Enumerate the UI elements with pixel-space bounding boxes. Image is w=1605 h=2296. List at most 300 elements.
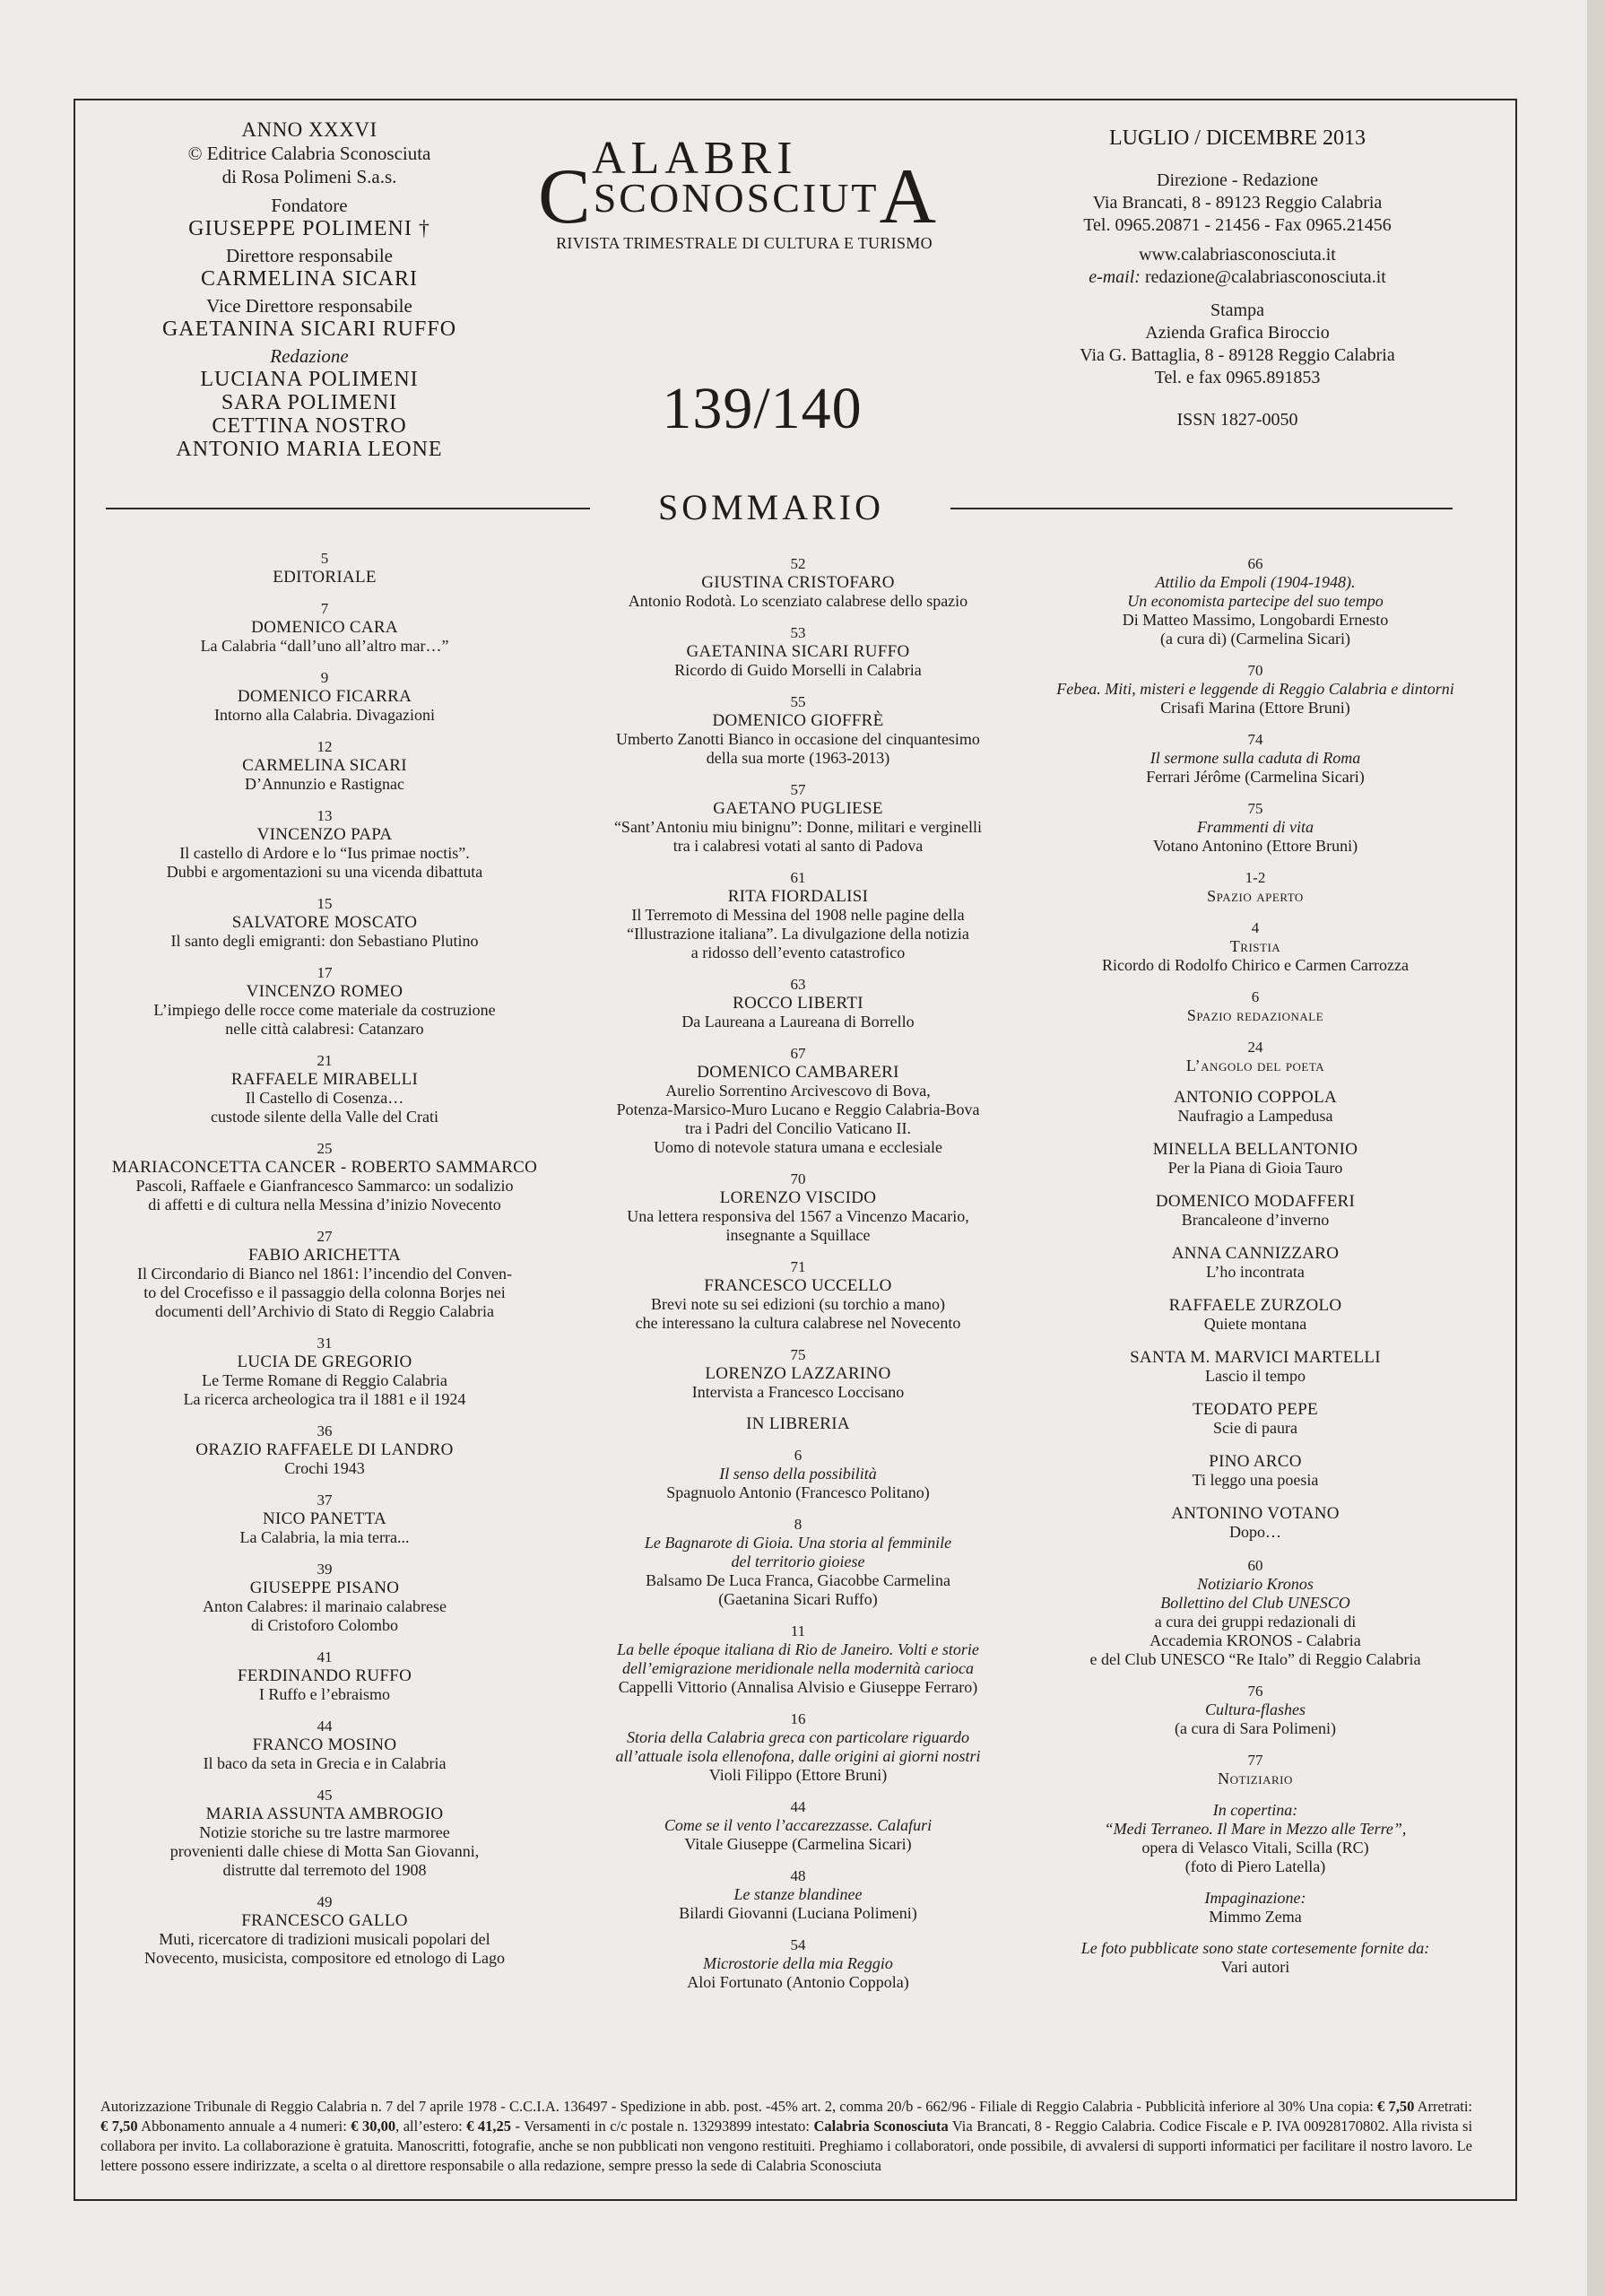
book-title: Il sermone sulla caduta di Roma — [1150, 749, 1361, 767]
poem-title: Scie di paura — [1213, 1419, 1297, 1437]
poet-name: PINO ARCO — [1209, 1452, 1302, 1471]
page-number: 21 — [317, 1052, 333, 1069]
toc-entry — [100, 806, 549, 882]
author-name: VINCENZO PAPA — [256, 825, 393, 844]
price: € 7,50 — [1377, 2098, 1415, 2115]
author-name: FABIO ARICHETTA — [248, 1246, 401, 1265]
poet-name: RAFFAELE ZURZOLO — [1168, 1296, 1342, 1315]
cover-credit — [1040, 1801, 1471, 1876]
article-title: Ricordo di Guido Morselli in Calabria — [674, 661, 922, 679]
toc-entry — [1040, 661, 1471, 718]
article-title: insegnante a Squillace — [725, 1226, 871, 1244]
logo-word: SCONOSCIUT — [593, 175, 880, 221]
page-number: 11 — [790, 1622, 806, 1639]
layout-credit — [1040, 1889, 1471, 1926]
magazine-logo — [538, 135, 950, 253]
page-number: 16 — [790, 1710, 806, 1727]
author-name: SALVATORE MOSCATO — [231, 913, 418, 932]
article-title: Intervista a Francesco Loccisano — [691, 1383, 905, 1401]
page-number: 7 — [320, 600, 329, 617]
toc-entry — [1040, 799, 1471, 856]
author-name: NICO PANETTA — [262, 1509, 387, 1528]
article-title: Potenza-Marsico-Muro Lucano e Reggio Calabria-Bova — [616, 1100, 980, 1118]
toc-entry — [565, 868, 1031, 962]
toc-entry — [565, 554, 1031, 611]
toc-entry — [100, 1648, 549, 1704]
author-name: DOMENICO CAMBARERI — [697, 1063, 899, 1082]
toc-entry — [100, 1560, 549, 1635]
book-title: Attilio da Empoli (1904-1948). — [1155, 573, 1356, 591]
kronos-title: Notiziario Kronos — [1197, 1575, 1314, 1593]
article-title: L’impiego delle rocce come materiale da costruzione — [153, 1001, 496, 1019]
article-title: Il Circondario di Bianco nel 1861: l’incendio del Conven- — [137, 1265, 512, 1283]
poem-entry — [1040, 1296, 1471, 1334]
editorial-staff-member: ANTONIO MARIA LEONE — [176, 438, 443, 461]
account-holder: Calabria Sconosciuta — [813, 2118, 949, 2135]
author-name: EDITORIALE — [273, 568, 377, 587]
page-number: 36 — [317, 1422, 333, 1439]
article-title: Novecento, musicista, compositore ed etnologo di Lago — [144, 1949, 505, 1967]
founder-label: Fondatore — [271, 195, 348, 216]
photos-source: Vari autori — [1220, 1958, 1290, 1976]
toc-entry — [100, 1422, 549, 1478]
office-address: Via Brancati, 8 - 89123 Reggio Calabria — [1092, 193, 1383, 213]
page-number: 55 — [790, 693, 806, 710]
poem-entry — [1040, 1400, 1471, 1438]
author-name: DOMENICO FICARRA — [237, 687, 412, 706]
vice-director-label: Vice Direttore responsabile — [206, 295, 412, 317]
printer-name: Azienda Grafica Biroccio — [1145, 323, 1330, 343]
founder-name: GIUSEPPE POLIMENI † — [188, 217, 430, 240]
toc-entry — [565, 780, 1031, 856]
author-name: GAETANINA SICARI RUFFO — [686, 642, 910, 661]
author-name: GIUSTINA CRISTOFARO — [701, 573, 895, 592]
flashes-title: Cultura-flashes — [1204, 1700, 1306, 1718]
poet-name: TEODATO PEPE — [1193, 1400, 1318, 1419]
author-name: ROCCO LIBERTI — [733, 994, 863, 1013]
page-number: 4 — [1251, 919, 1260, 936]
toc-entry — [100, 1227, 549, 1321]
article-title: nelle città calabresi: Catanzaro — [225, 1020, 424, 1038]
author-name: VINCENZO ROMEO — [246, 982, 403, 1001]
editorial-staff-label: Redazione — [270, 345, 349, 367]
library-heading: IN LIBRERIA — [746, 1414, 850, 1433]
article-title: Crisafi Marina (Ettore Bruni) — [1160, 699, 1350, 717]
page-number: 60 — [1247, 1557, 1263, 1574]
page-number: 71 — [790, 1258, 806, 1275]
toc-entry — [565, 975, 1031, 1031]
book-title: Le Bagnarote di Gioia. Una storia al femminile — [644, 1534, 952, 1552]
page-number: 37 — [317, 1492, 333, 1509]
poem-title: Per la Piana di Gioia Tauro — [1167, 1159, 1343, 1177]
article-title: Vitale Giuseppe (Carmelina Sicari) — [684, 1835, 912, 1853]
toc-entry — [1040, 1038, 1471, 1075]
page-number: 17 — [317, 964, 333, 981]
logo-final: A — [879, 153, 940, 240]
toc-entry — [100, 737, 549, 794]
article-title: custode silente della Valle del Crati — [210, 1108, 439, 1126]
email-label: e-mail: — [1089, 267, 1141, 287]
kronos-entry — [1040, 1556, 1471, 1669]
publisher-company: di Rosa Polimeni S.a.s. — [221, 166, 397, 187]
poem-title: Quiete montana — [1203, 1315, 1307, 1333]
article-title: Bilardi Giovanni (Luciana Polimeni) — [679, 1904, 917, 1922]
article-title: distrutte dal terremoto del 1908 — [222, 1861, 427, 1879]
author-name: FRANCESCO GALLO — [241, 1911, 408, 1930]
article-title: Anton Calabres: il marinaio calabrese — [203, 1597, 447, 1615]
poet-name: MINELLA BELLANTONIO — [1152, 1140, 1358, 1159]
book-title: Come se il vento l’accarezzasse. Calafuri — [664, 1816, 933, 1834]
author-name: LUCIA DE GREGORIO — [237, 1352, 412, 1371]
article-title: “Sant’Antoniu miu binignu”: Donne, militari e verginelli — [613, 818, 983, 836]
cover-label: In copertina: — [1212, 1801, 1298, 1819]
article-title: “Illustrazione italiana”. La divulgazione della notizia — [627, 925, 969, 943]
page-number: 24 — [1247, 1039, 1263, 1056]
page-number: 76 — [1247, 1683, 1263, 1700]
article-title: a ridosso dell’evento catastrofico — [690, 944, 906, 961]
toc-entry — [100, 1139, 549, 1214]
article-title: provenienti dalle chiese di Motta San Giovanni, — [169, 1842, 480, 1860]
price: € 7,50 — [100, 2118, 138, 2135]
print-label: Stampa — [1210, 300, 1264, 320]
publisher: © Editrice Calabria Sconosciuta — [187, 143, 431, 164]
library-list — [565, 1446, 1031, 1992]
page-number: 70 — [1247, 662, 1263, 679]
toc-entry — [565, 1797, 1031, 1854]
article-title: La Calabria “dall’uno all’altro mar…” — [200, 637, 449, 655]
author-name: CARMELINA SICARI — [242, 756, 407, 775]
toc-entry — [1040, 987, 1471, 1025]
printer-address: Via G. Battaglia, 8 - 89128 Reggio Calabria — [1080, 345, 1395, 365]
article-title: Le Terme Romane di Reggio Calabria — [202, 1371, 447, 1389]
toc-entry — [1040, 868, 1471, 906]
toc-entry — [100, 1892, 549, 1968]
author-name: GAETANO PUGLIESE — [713, 799, 883, 818]
article-title: Uomo di notevole statura umana e ecclesiale — [654, 1138, 942, 1156]
logo-line-1: ALABRI — [592, 133, 798, 184]
article-title: Spagnuolo Antonio (Francesco Politano) — [666, 1483, 930, 1501]
notiziario-entry — [1040, 1751, 1471, 1788]
toc-entry — [100, 1491, 549, 1547]
director-name: CARMELINA SICARI — [200, 267, 419, 291]
page-number: 25 — [317, 1140, 333, 1157]
page-number: 1-2 — [1245, 869, 1266, 886]
footer-text: Via Brancati, 8 - Reggio Calabria. Codice Fiscale e P. IVA 00928170802. Alla rivista si collabora per invito. La collaborazione è gratuita. Manoscritti, fotografie, anche se non pubblicati non vengono restituiti. Preghiamo i collaboratori, onde possibile, di avvalersi di supporti informatici per facilitare il nostro lavoro. Le lettere possono essere indirizzate, a scelta o al direttore responsabile o alla redazione, sempre presso la sede di Calabria Sconosciuta — [100, 2118, 1473, 2174]
footer-text: Una copia: — [1308, 2098, 1377, 2115]
page-number: 13 — [317, 807, 333, 824]
article-title: Umberto Zanotti Bianco in occasione del cinquantesimo — [616, 730, 980, 748]
article-title: Ricordo di Rodolfo Chirico e Carmen Carrozza — [1102, 956, 1409, 974]
legal-footer — [100, 2097, 1472, 2176]
author-name: ORAZIO RAFFAELE DI LANDRO — [195, 1440, 454, 1459]
editorial-staff-member: CETTINA NOSTRO — [212, 414, 407, 438]
page-number: 15 — [317, 895, 333, 912]
section-name: Tristia — [1229, 937, 1281, 955]
page-number: 5 — [320, 550, 329, 567]
toc-entry — [565, 1515, 1031, 1609]
article-title: tra i calabresi votati al santo di Padova — [672, 837, 924, 855]
article-title: Brevi note su sei edizioni (su torchio a mano) — [651, 1295, 945, 1313]
footer-text: Arretrati: — [1414, 2098, 1473, 2115]
page-number: 75 — [1247, 800, 1263, 817]
author-name: DOMENICO CARA — [251, 618, 398, 637]
poem-entry — [1040, 1348, 1471, 1386]
page-number: 49 — [317, 1893, 333, 1910]
article-title: Aurelio Sorrentino Arcivescovo di Bova, — [665, 1082, 931, 1100]
poem-title: Naufragio a Lampedusa — [1177, 1107, 1333, 1125]
toc-entry — [100, 668, 549, 725]
author-name: FRANCESCO UCCELLO — [704, 1276, 892, 1295]
article-title: Il castello di Ardore e lo “Ius primae noctis”. — [179, 844, 470, 862]
page-number: 70 — [790, 1170, 806, 1187]
footer-registration: Autorizzazione Tribunale di Reggio Calabria n. 7 del 7 aprile 1978 - C.C.I.A. 136497 - Spedizione in abb. post. -45% art. 2, comma 20/b - 662/96 - Filiale di Reggio Calabria - Pubblicità inferiore al 30% — [100, 2098, 1306, 2115]
article-title: documenti dell’Archivio di Stato di Reggio Calabria — [155, 1302, 494, 1320]
kronos-credit: e del Club UNESCO “Re Italo” di Reggio Calabria — [1089, 1650, 1421, 1668]
toc-entry — [565, 1866, 1031, 1923]
office-phone: Tel. 0965.20871 - 21456 - Fax 0965.21456 — [1083, 215, 1392, 235]
divider-right — [950, 508, 1453, 509]
footer-text: , all’estero: — [395, 2118, 467, 2135]
article-title: La ricerca archeologica tra il 1881 e il 1924 — [183, 1390, 466, 1408]
cover-author: opera di Velasco Vitali, Scilla (RC) — [1141, 1839, 1369, 1857]
article-title: Ferrari Jérôme (Carmelina Sicari) — [1146, 768, 1365, 786]
page-number: 52 — [790, 555, 806, 572]
toc-entry — [100, 1717, 549, 1773]
book-title: Microstorie della mia Reggio — [703, 1954, 893, 1972]
article-title: Intorno alla Calabria. Divagazioni — [214, 706, 435, 724]
article-title: I Ruffo e l’ebraismo — [258, 1685, 391, 1703]
layout-name: Mimmo Zema — [1209, 1908, 1302, 1926]
article-title: Da Laureana a Laureana di Borrello — [681, 1013, 915, 1031]
toc-entry — [565, 1709, 1031, 1785]
page-number: 8 — [794, 1516, 802, 1533]
poet-name: ANNA CANNIZZARO — [1171, 1244, 1340, 1263]
author-name: FRANCO MOSINO — [252, 1735, 397, 1754]
article-title: Violi Filippo (Ettore Bruni) — [708, 1766, 888, 1784]
poem-title: Dopo… — [1229, 1523, 1281, 1541]
book-title: all’attuale isola ellenofona, dalle origini ai giorni nostri — [615, 1747, 981, 1765]
book-title: del territorio gioiese — [731, 1552, 865, 1570]
logo-initial: C — [538, 153, 594, 240]
toc-entry — [565, 692, 1031, 768]
article-title: (a cura di) (Carmelina Sicari) — [1160, 630, 1350, 648]
issue-number: 139/140 — [662, 376, 863, 441]
toc-entry — [565, 623, 1031, 680]
flashes-credit: (a cura di Sara Polimeni) — [1175, 1719, 1336, 1737]
author-name: FERDINANDO RUFFO — [237, 1666, 412, 1685]
kronos-subtitle: Bollettino del Club UNESCO — [1160, 1594, 1350, 1612]
article-title: di affetti e di cultura nella Messina d’inizio Novecento — [148, 1196, 501, 1213]
article-title: D’Annunzio e Rastignac — [245, 775, 404, 793]
article-title: Cappelli Vittorio (Annalisa Alvisio e Giuseppe Ferraro) — [618, 1678, 978, 1696]
page-number: 74 — [1247, 731, 1263, 748]
year-label: ANNO XXXVI — [241, 118, 377, 141]
page-number: 48 — [790, 1867, 806, 1884]
contents-column-3 — [1040, 554, 1471, 1989]
page-number: 66 — [1247, 555, 1263, 572]
poem-title: L’ho incontrata — [1206, 1263, 1305, 1281]
book-title: Il senso della possibilità — [719, 1465, 877, 1483]
poem-entry — [1040, 1244, 1471, 1282]
book-title: Storia della Calabria greca con particolare riguardo — [627, 1728, 969, 1746]
toc-entry — [1040, 554, 1471, 648]
poem-entry — [1040, 1088, 1471, 1126]
poets-list — [1040, 1088, 1471, 1542]
poem-entry — [1040, 1504, 1471, 1542]
page-number: 75 — [790, 1346, 806, 1363]
toc-entry — [100, 599, 549, 656]
toc-entry — [100, 549, 549, 587]
page-number: 45 — [317, 1787, 333, 1804]
article-title: Dubbi e argomentazioni su una vicenda dibattuta — [166, 863, 483, 881]
toc-entry — [100, 963, 549, 1039]
kronos-credit: Accademia KRONOS - Calabria — [1150, 1631, 1361, 1649]
article-title: Il Castello di Cosenza… — [245, 1089, 404, 1107]
article-title: La Calabria, la mia terra... — [239, 1528, 410, 1546]
article-title: Antonio Rodotà. Lo scenziato calabrese dello spazio — [628, 592, 968, 610]
article-title: (Gaetanina Sicari Ruffo) — [718, 1590, 878, 1608]
section-title: SOMMARIO — [657, 487, 885, 527]
toc-entry — [100, 1786, 549, 1880]
director-label: Direttore responsabile — [225, 245, 394, 266]
book-title: La belle époque italiana di Rio de Janeiro. Volti e storie — [617, 1640, 979, 1658]
cover-photo: (foto di Piero Latella) — [1184, 1857, 1326, 1875]
poem-entry — [1040, 1140, 1471, 1178]
toc-entry — [1040, 918, 1471, 975]
article-title: to del Crocefisso e il passaggio della colonna Borjes nei — [143, 1283, 506, 1301]
page-number: 44 — [317, 1718, 333, 1735]
layout-label: Impaginazione: — [1204, 1889, 1306, 1907]
article-title: Pascoli, Raffaele e Gianfrancesco Sammarco: un sodalizio — [135, 1177, 514, 1195]
author-name: RITA FIORDALISI — [727, 887, 869, 906]
poet-name: DOMENICO MODAFFERI — [1155, 1192, 1356, 1211]
flashes-entry — [1040, 1682, 1471, 1738]
poet-name: ANTONIO COPPOLA — [1173, 1088, 1338, 1107]
editorial-staff-member: SARA POLIMENI — [221, 391, 398, 414]
author-name: MARIA ASSUNTA AMBROGIO — [205, 1805, 444, 1823]
divider-left — [106, 508, 590, 509]
book-title: Un economista partecipe del suo tempo — [1127, 592, 1384, 610]
author-name: MARIACONCETTA CANCER - ROBERTO SAMMARCO — [111, 1158, 538, 1177]
issn: ISSN 1827-0050 — [1176, 410, 1298, 430]
page-number: 6 — [794, 1447, 802, 1464]
page-number: 67 — [790, 1045, 806, 1062]
review-list — [1040, 554, 1471, 1075]
page-number: 44 — [790, 1798, 806, 1815]
cover-title: “Medi Terraneo. Il Mare in Mezzo alle Terre”, — [1104, 1820, 1407, 1838]
page-number: 77 — [1247, 1752, 1263, 1769]
toc-entry — [100, 1334, 549, 1409]
section-name: L’angolo del poeta — [1185, 1057, 1325, 1074]
poem-title: Lascio il tempo — [1205, 1367, 1306, 1385]
author-name: LORENZO VISCIDO — [719, 1188, 877, 1207]
page-number: 31 — [317, 1335, 333, 1352]
section-name: Spazio redazionale — [1186, 1006, 1324, 1024]
toc-entry — [565, 1622, 1031, 1697]
toc-entry — [565, 1935, 1031, 1992]
author-name: DOMENICO GIOFFRÈ — [712, 711, 884, 730]
editorial-staff-member: LUCIANA POLIMENI — [200, 368, 419, 391]
magazine-subtitle: RIVISTA TRIMESTRALE DI CULTURA E TURISMO — [556, 234, 933, 252]
photos-credit — [1040, 1939, 1471, 1977]
kronos-credit: a cura dei gruppi redazionali di — [1154, 1613, 1357, 1631]
photos-label: Le foto pubblicate sono state cortesemente fornite da: — [1080, 1939, 1430, 1957]
toc-entry — [565, 1446, 1031, 1502]
article-list — [565, 554, 1031, 1402]
article-title: Crochi 1943 — [284, 1459, 365, 1477]
article-title: Il baco da seta in Grecia e in Calabria — [203, 1754, 447, 1772]
price: € 30,00 — [351, 2118, 396, 2135]
article-title: Il santo degli emigranti: don Sebastiano Plutino — [170, 932, 479, 950]
masthead-left — [90, 118, 529, 461]
page-number: 63 — [790, 976, 806, 993]
footer-text: Abbonamento annuale a 4 numeri: — [137, 2118, 351, 2135]
article-title: Notizie storiche su tre lastre marmoree — [199, 1823, 450, 1841]
email-line — [1027, 266, 1448, 289]
section-name: Spazio aperto — [1207, 887, 1304, 905]
masthead-right — [1027, 127, 1448, 431]
contents-column-2 — [565, 554, 1031, 2005]
page-number: 61 — [790, 869, 806, 886]
toc-entry — [565, 1044, 1031, 1157]
toc-entry — [565, 1345, 1031, 1402]
poem-title: Brancaleone d’inverno — [1181, 1211, 1330, 1229]
toc-entry — [565, 1170, 1031, 1245]
toc-entry — [100, 1051, 549, 1126]
page-number: 27 — [317, 1228, 333, 1245]
price: € 41,25 — [466, 2118, 512, 2135]
poet-name: ANTONINO VOTANO — [1171, 1504, 1340, 1523]
toc-entry — [100, 894, 549, 951]
article-title: Votano Antonino (Ettore Bruni) — [1152, 837, 1358, 855]
book-title: Febea. Miti, misteri e leggende di Reggio Calabria e dintorni — [1056, 680, 1454, 698]
contents-column-1 — [100, 549, 549, 1980]
footer-text: - Versamenti in c/c postale n. 13293899 intestato: — [511, 2118, 814, 2135]
page-number: 39 — [317, 1561, 333, 1578]
book-title: Frammenti di vita — [1197, 818, 1314, 836]
article-title: che interessano la cultura calabrese nel Novecento — [635, 1314, 961, 1332]
page-number: 9 — [320, 669, 329, 686]
author-name: GIUSEPPE PISANO — [249, 1578, 400, 1597]
toc-entry — [1040, 730, 1471, 787]
article-title: Muti, ricercatore di tradizioni musicali popolari del — [159, 1930, 490, 1948]
book-title: Le stanze blandinee — [733, 1885, 863, 1903]
poem-entry — [1040, 1192, 1471, 1230]
page-number: 12 — [317, 738, 333, 755]
poem-title: Ti leggo una poesia — [1192, 1471, 1319, 1489]
vice-director-name: GAETANINA SICARI RUFFO — [161, 317, 457, 341]
article-title: di Cristoforo Colombo — [250, 1616, 398, 1634]
article-title: Di Matteo Massimo, Longobardi Ernesto — [1122, 611, 1389, 629]
article-title: tra i Padri del Concilio Vaticano II. — [684, 1119, 912, 1137]
page-number: 41 — [317, 1648, 333, 1665]
page-number: 54 — [790, 1936, 806, 1953]
article-title: Il Terremoto di Messina del 1908 nelle pagine della — [631, 906, 965, 924]
poem-entry — [1040, 1452, 1471, 1490]
article-title: Aloi Fortunato (Antonio Coppola) — [687, 1973, 909, 1991]
article-title: Balsamo De Luca Franca, Giacobbe Carmelina — [646, 1571, 950, 1589]
website: www.calabriasconosciuta.it — [1139, 245, 1336, 265]
toc-entry — [565, 1257, 1031, 1333]
page-number: 53 — [790, 624, 806, 641]
author-name: LORENZO LAZZARINO — [705, 1364, 891, 1383]
article-title: della sua morte (1963-2013) — [706, 749, 890, 767]
article-title: Una lettera responsiva del 1567 a Vincenzo Macario, — [627, 1207, 969, 1225]
poet-name: SANTA M. MARVICI MARTELLI — [1130, 1348, 1381, 1367]
author-name: RAFFAELE MIRABELLI — [230, 1070, 419, 1089]
printer-phone: Tel. e fax 0965.891853 — [1154, 368, 1321, 387]
issue-date: LUGLIO / DICEMBRE 2013 — [1109, 126, 1366, 150]
